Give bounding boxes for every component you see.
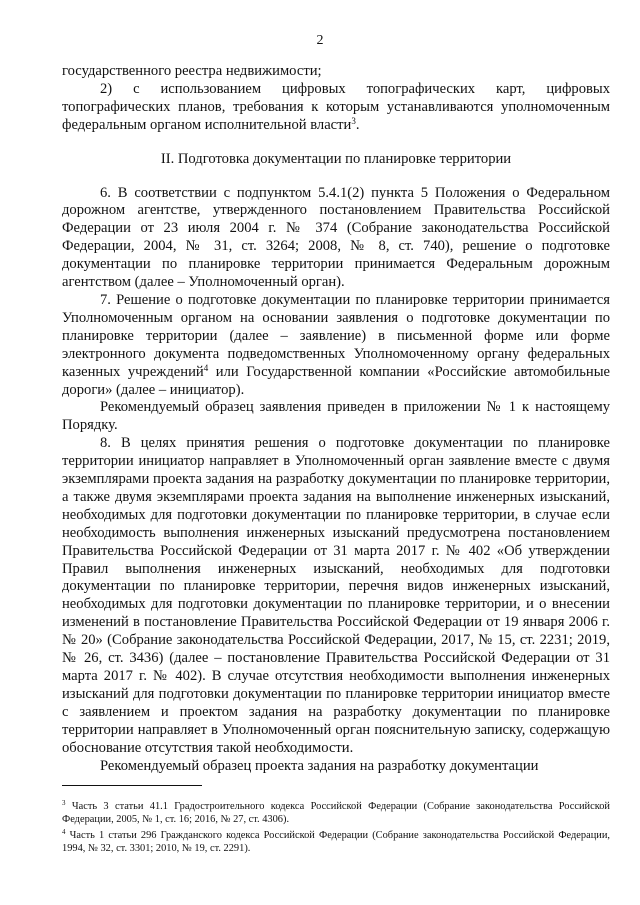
paragraph-clause-7 <box>62 292 610 399</box>
paragraph-registry-end <box>62 63 610 81</box>
footnote-reference: 3 <box>351 115 356 126</box>
section-heading: II. Подготовка документации по планировке территории <box>160 150 512 167</box>
footnote-mark: 3 <box>62 799 66 807</box>
page-number: 2 <box>316 33 324 48</box>
paragraph-text: 2) с использованием цифровых топографических карт, цифровых топографических планов, требования к которым устанавливаются уполномоченным федеральным органом исполнительной власти <box>62 80 610 133</box>
paragraph-sample-task <box>62 758 610 776</box>
footnotes <box>62 800 610 858</box>
paragraph-text: Рекомендуемый образец проекта задания на разработку документации <box>100 757 539 774</box>
paragraph-text-end: . <box>355 116 360 133</box>
footnote-divider <box>62 785 202 786</box>
paragraph-text-end: или Государственной компании «Российские автомобильные дороги» (далее – инициатор). <box>62 363 610 398</box>
paragraph-text: 6. В соответствии с подпунктом 5.4.1(2) пункта 5 Положения о Федеральном дорожном агентстве, утвержденного постановлением Правительства Российской Федерации от 23 июля 2004 г. № 374 (Собрание законодательства Российской Федерации, 2004, № 31, ст. 3264; 2008, № 8, ст. 740), решение о подготовке документации по планировке территории принимается Федеральным дорожным агентством (далее – Уполномоченный орган). <box>62 184 610 291</box>
footnote-text: Часть 3 статьи 41.1 Градостроительного кодекса Российской Федерации (Собрание законодательства Российской Федерации, 2005, № 1, ст. 16; 2016, № 27, ст. 4306). <box>62 801 610 826</box>
paragraph-text: государственного реестра недвижимости; <box>62 63 322 79</box>
paragraph-item-2 <box>62 81 610 135</box>
paragraph-clause-6 <box>62 185 610 292</box>
paragraph-text: Рекомендуемый образец заявления приведен в приложении № 1 к настоящему Порядку. <box>62 399 610 434</box>
paragraph-text: 8. В целях принятия решения о подготовке документации по планировке территории инициатор направляет в Уполномоченный орган заявление вместе с двумя экземплярами проекта задания на разработку документации по планировке территории, а также двумя экземплярами проекта задания на выполнение инженерных изысканий, необходимых для подготовки документации по планировке территории, в случае если необходимость выполнения инженерных изысканий предусмотрена постановлением Правительства Российской Федерации от 31 марта 2017 г. № 402 «Об утверждении Правил выполнения инженерных изысканий, необходимых для подготовки документации по планировке территории, перечня видов инженерных изысканий, необходимых для подготовки документации по планировке территории, и о внесении изменений в постановление Правительства Российской Федерации от 19 января 2006 г. № 20» (Собрание законодательства Российской Федерации, 2017, № 15, ст. 2231; 2019, № 26, ст. 3436) (далее – постановление Правительства Российской Федерации от 31 марта 2017 г. № 402). В случае отсутствия необходимости выполнения инженерных изысканий для подготовки документации по планировке территории инициатор вместе с заявлением и проектом задания на разработку документации по планировке территории направляет в Уполномоченный орган пояснительную записку, содержащую обоснование отсутствия такой необходимости. <box>62 435 610 756</box>
paragraph-clause-7-sample <box>62 399 610 435</box>
footnote-mark: 4 <box>62 827 66 836</box>
footnote-text: Часть 1 статьи 296 Гражданского кодекса Российской Федерации (Собрание законодательства Российской Федерации, 1994, № 32, ст. 3301; 2010, № 19, ст. 2291). <box>62 829 610 855</box>
footnote-3 <box>62 800 610 827</box>
paragraph-text: 7. Решение о подготовке документации по планировке территории принимается Уполномоченным органом на основании заявления о подготовке документации по планировке территории (далее – заявление) в письменной форме или форме электронного документа подведомственных Уполномоченному органу федеральных казенных учреждений <box>62 291 610 380</box>
footnote-4 <box>62 829 610 856</box>
paragraph-clause-8 <box>62 435 610 757</box>
document-body <box>62 63 610 775</box>
footnote-reference: 4 <box>203 362 209 373</box>
